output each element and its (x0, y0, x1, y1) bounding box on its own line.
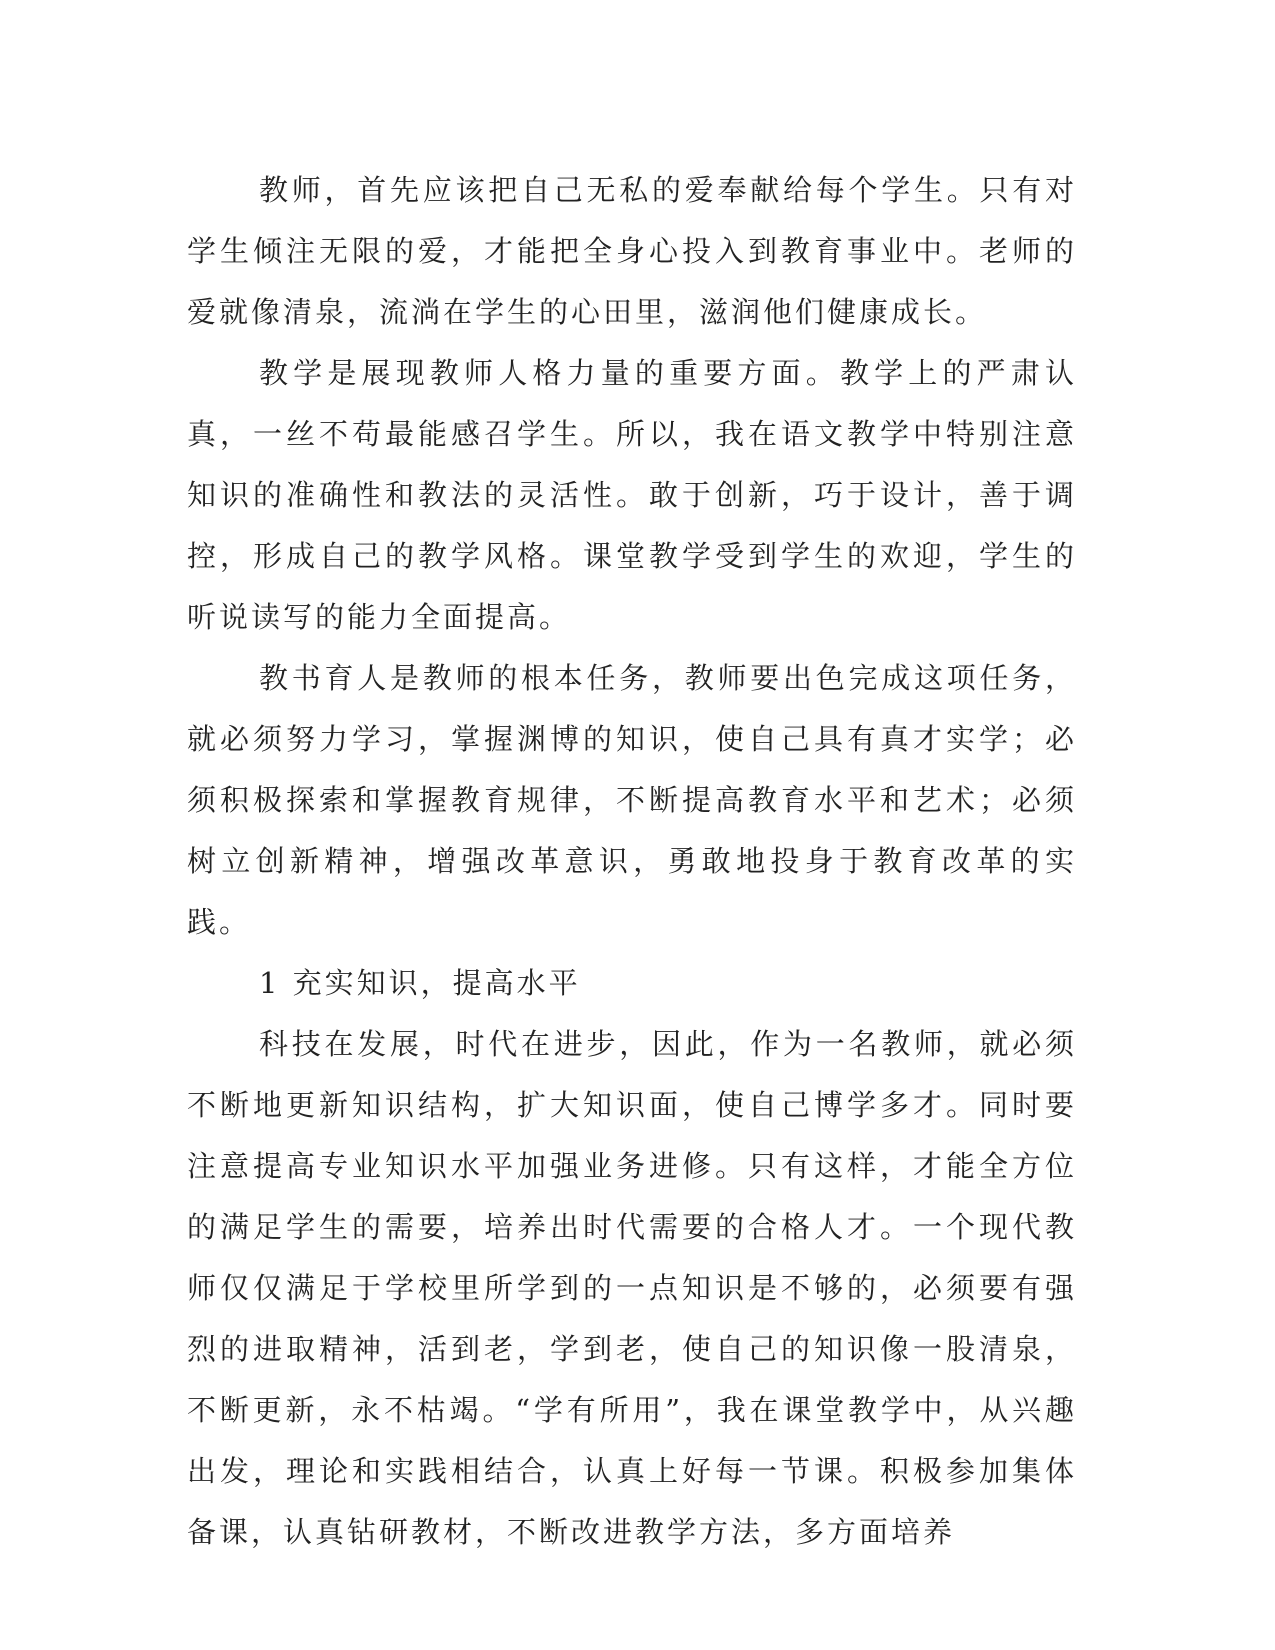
paragraph-teaching-personality: 教学是展现教师人格力量的重要方面。教学上的严肃认真，一丝不苟最能感召学生。所以，我在语文教学中特别注意知识的准确性和教法的灵活性。敢于创新，巧于设计，善于调控，形成自己的教学风格。课堂教学受到学生的欢迎，学生的听说读写的能力全面提高。 (187, 356, 1077, 634)
paragraph-teaching-and-educating: 教书育人是教师的根本任务，教师要出色完成这项任务，就必须努力学习，掌握渊博的知识，使自己具有真才实学；必须积极探索和掌握教育规律，不断提高教育水平和艺术；必须树立创新精神，增强改革意识，勇敢地投身于教育改革的实践。 (187, 661, 1077, 939)
paragraph-love-for-students: 教师，首先应该把自己无私的爱奉献给每个学生。只有对学生倾注无限的爱，才能把全身心投入到教育事业中。老师的爱就像清泉，流淌在学生的心田里，滋润他们健康成长。 (187, 173, 1077, 329)
section-heading: 1 充实知识，提高水平 (259, 966, 581, 1000)
document-body (187, 160, 1077, 1563)
paragraph-enrich-knowledge: 科技在发展，时代在进步，因此，作为一名教师，就必须不断地更新知识结构，扩大知识面，使自己博学多才。同时要注意提高专业知识水平加强业务进修。只有这样，才能全方位的满足学生的需要，培养出时代需要的合格人才。一个现代教师仅仅满足于学校里所学到的一点知识是不够的，必须要有强烈的进取精神，活到老，学到老，使自己的知识像一股清泉，不断更新，永不枯竭。“学有所用”，我在课堂教学中，从兴趣出发，理论和实践相结合，认真上好每一节课。积极参加集体备课，认真钻研教材，不断改进教学方法，多方面培养 (187, 1027, 1077, 1549)
